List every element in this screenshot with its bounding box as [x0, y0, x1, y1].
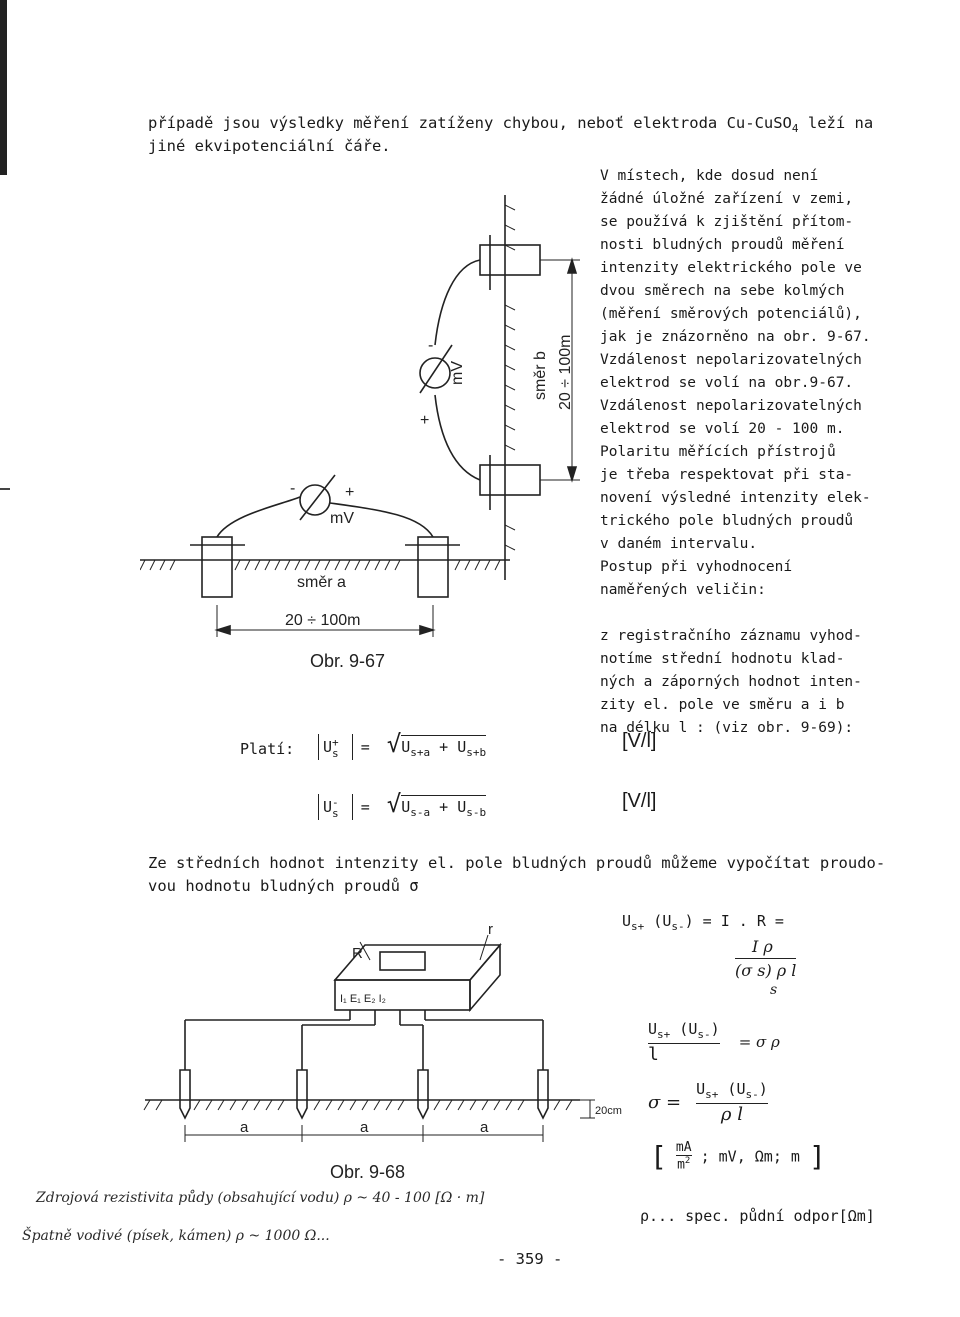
distance-a-label: 20 ÷ 100m [285, 612, 361, 629]
e4-sub2: s- [745, 1088, 759, 1101]
f2-rhs-plus: + U [439, 798, 467, 816]
right-column-line: novení výsledné intenzity elek- [600, 490, 871, 506]
e3-mid: (U [670, 1020, 698, 1038]
instrument-side [470, 945, 500, 1010]
middle-line-1: Ze středních hodnot intenzity el. pole bludných proudů můžeme vypočítat proudo- [148, 854, 886, 872]
ground-hatch-a [140, 560, 500, 570]
e4-end: ) [758, 1080, 768, 1098]
wire-b-top [435, 260, 480, 345]
probe-i1 [180, 1070, 190, 1118]
electrode-b-bottom [480, 465, 540, 495]
f1-equals: = [360, 738, 370, 756]
equation-2-s: s [770, 982, 778, 998]
scan-edge-mark [0, 488, 10, 490]
e1-sub2: s- [671, 920, 685, 933]
e3-u: U [648, 1020, 658, 1038]
electrode-b-top [480, 245, 540, 275]
f1-rhs-sub2: s+b [466, 746, 487, 759]
f1-rhs-u: U [401, 738, 411, 756]
units-frac-den: m [677, 1157, 685, 1173]
probe-e1 [297, 1070, 307, 1118]
wire-b-bottom [435, 395, 480, 480]
ground-hatch-68 [144, 1100, 572, 1110]
formula-1-unit: [V/l] [622, 730, 657, 752]
f1-rhs-sub1: s+a [410, 746, 431, 759]
right-column-line: Vzdálenost nepolarizovatelných [600, 352, 862, 368]
spacing-a2: a [360, 1119, 369, 1136]
units-frac-exp: 2 [684, 1156, 691, 1167]
depth-label: 20cm [595, 1105, 622, 1117]
right-column-line: notíme střední hodnotu klad- [600, 651, 845, 667]
right-column-line: žádné úložné zařízení v zemi, [600, 191, 854, 207]
page-number: - 359 - [497, 1250, 563, 1268]
right-column-text [600, 165, 871, 740]
right-column-line: V místech, kde dosud není [600, 168, 819, 184]
f2-lhs-symbol: U [323, 798, 333, 816]
intro-subscript: 4 [791, 122, 799, 136]
right-column-line: Vzdálenost nepolarizovatelných [600, 398, 862, 414]
right-column-line: jak je znázorněno na obr. 9-67. [600, 329, 871, 345]
e4-sub1: s+ [705, 1088, 719, 1101]
right-column-line: intenzity elektrického pole ve [600, 260, 862, 276]
right-column-line: z registračního záznamu vyhod- [600, 628, 862, 644]
f2-radicand [401, 795, 487, 819]
formula-2 [318, 790, 486, 819]
f1-lhs-sub: s [332, 746, 339, 760]
wire-a-left [217, 497, 300, 537]
equation-4-num [696, 1080, 768, 1104]
f2-lhs-sub: s [332, 806, 339, 820]
equation-3-den: l [648, 1044, 659, 1065]
formula-2-unit: [V/l] [622, 790, 657, 812]
f1-radicand [401, 735, 487, 759]
equation-2-denominator: (σ s) ρ l [735, 961, 797, 980]
formula-2-lhs [318, 794, 353, 820]
intro-line-1-end: leží na [798, 114, 874, 132]
right-column-line: Postup při vyhodnocení [600, 559, 793, 575]
meter-a-minus-label: - [290, 480, 296, 497]
resistor-R-label: R [352, 945, 363, 962]
scan-edge-bar [0, 0, 7, 175]
formula-1 [318, 730, 486, 759]
units-frac-num: mA [675, 1140, 692, 1156]
f1-sqrt-sign: √ [386, 730, 402, 758]
e3-end: ) [710, 1020, 720, 1038]
right-column-line [600, 602, 871, 625]
right-column-line: zity el. pole ve směru a i b [600, 697, 845, 713]
figure-9-68-caption: Obr. 9-68 [330, 1162, 406, 1182]
f2-rhs-sub1: s-a [410, 806, 431, 819]
right-column-line: v daném intervalu. [600, 536, 758, 552]
rho-definition: ρ... spec. půdní odpor[Ωm] [640, 1207, 875, 1225]
electrode-a-left [202, 537, 232, 597]
equation-3 [648, 1020, 780, 1065]
equation-2-fraction [735, 958, 796, 980]
electrode-a-right [418, 537, 448, 597]
f2-rhs-u: U [401, 798, 411, 816]
handwritten-note-1: Zdrojová rezistivita půdy (obsahující vodu) ρ ~ 40 - 100 [Ω · m] [36, 1190, 485, 1206]
right-column-line: trického pole bludných proudů [600, 513, 854, 529]
equation-2-numerator: I ρ [752, 937, 773, 956]
direction-b-label: směr b [532, 351, 549, 400]
figure-9-67 [140, 185, 600, 685]
right-column-line: Polaritu měřících přístrojů [600, 444, 836, 460]
formula-label-plati: Platí: [240, 740, 295, 758]
e1-mid: (U [644, 912, 672, 930]
e1-end: ) = I . R = [684, 912, 784, 930]
terminal-labels: I₁ E₁ E₂ I₂ [340, 993, 386, 1005]
instrument-display [380, 952, 425, 970]
equation-4-den: ρ l [720, 1104, 743, 1125]
right-column-line: na délku l : (viz obr. 9-69): [600, 720, 854, 736]
e1-sub1: s+ [631, 920, 645, 933]
right-column-line: ných a záporných hodnot inten- [600, 674, 862, 690]
right-column-line: nosti bludných proudů měření [600, 237, 845, 253]
meter-b-minus-label: - [428, 337, 434, 354]
f2-equals: = [360, 798, 370, 816]
e4-u: U [696, 1080, 706, 1098]
spacing-a1: a [240, 1119, 249, 1136]
equation-3-rhs: = σ ρ [738, 1033, 780, 1051]
intro-line-2: jiné ekvipotenciální čáře. [148, 137, 391, 155]
handwritten-note-2: Špatně vodivé (písek, kámen) ρ ~ 1000 Ω... [22, 1228, 330, 1244]
formula-1-lhs [318, 734, 353, 760]
right-column-line: se používá k zjištění přítom- [600, 214, 854, 230]
right-column-line: je třeba respektovat při sta- [600, 467, 854, 483]
resistor-r-label: r [488, 921, 493, 938]
figure-9-68 [140, 920, 630, 1190]
f2-lhs-sup: - [332, 795, 339, 809]
meter-b [420, 358, 450, 388]
equation-4-lhs: σ = [648, 1092, 682, 1113]
right-column-line: elektrod se volí na obr.9-67. [600, 375, 854, 391]
units-line: [ $\frac{mA}{m^2}$ ; mV, Ωm; m ] [650, 1140, 826, 1173]
equation-4 [648, 1080, 768, 1125]
e3-sub1: s+ [657, 1028, 671, 1041]
meter-b-unit-label: mV [449, 361, 466, 385]
f2-rhs-sub2: s-b [466, 806, 487, 819]
meter-a-plus-label: + [345, 484, 355, 501]
right-column-line: (měření směrových potenciálů), [600, 306, 862, 322]
equation-1 [622, 912, 784, 933]
distance-b-label: 20 ÷ 100m [557, 334, 574, 410]
f1-lhs-symbol: U [323, 738, 333, 756]
ground-hatch-b [505, 205, 515, 550]
right-column-line: dvou směrech na sebe kolmých [600, 283, 845, 299]
e4-mid: (U [718, 1080, 746, 1098]
spacing-a3: a [480, 1119, 489, 1136]
meter-a-unit-label: mV [330, 510, 354, 527]
direction-a-label: směr a [297, 574, 346, 591]
equation-3-num [648, 1020, 720, 1044]
equation-3-fraction [648, 1020, 720, 1065]
e3-sub2: s- [697, 1028, 711, 1041]
probe-e2 [418, 1070, 428, 1118]
units-rest: ; mV, Ωm; m [700, 1147, 800, 1166]
figure-9-67-caption: Obr. 9-67 [310, 651, 386, 671]
intro-line-1-text: případě jsou výsledky měření zatíženy chybou, neboť elektroda Cu-CuSO [148, 114, 792, 132]
equation-4-fraction [696, 1080, 768, 1125]
right-column-line: naměřených veličin: [600, 582, 766, 598]
middle-line-2: vou hodnotu bludných proudů σ [148, 877, 419, 895]
meter-b-plus-label: + [420, 412, 430, 429]
f1-lhs-sup: + [332, 735, 339, 749]
e1-u: U [622, 912, 632, 930]
f1-rhs-plus: + U [439, 738, 467, 756]
right-column-line: elektrod se volí 20 - 100 m. [600, 421, 845, 437]
probe-i2 [538, 1070, 548, 1118]
f2-sqrt-sign: √ [386, 790, 402, 818]
units-fraction [676, 1140, 692, 1172]
